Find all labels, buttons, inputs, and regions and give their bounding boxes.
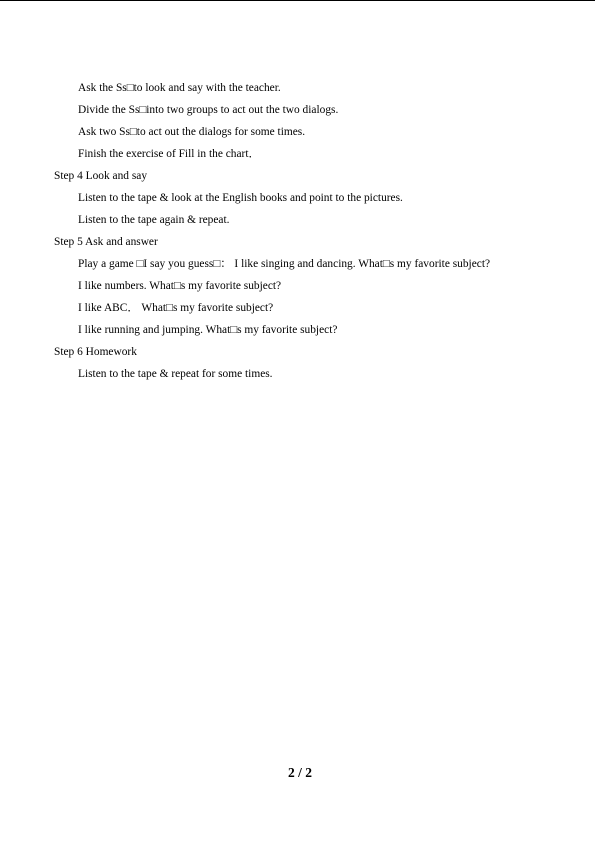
body-line: Divide the Ss□into two groups to act out the two dialogs. <box>78 104 339 116</box>
body-line: Finish the exercise of Fill in the chart． <box>78 148 260 160</box>
body-line: Ask two Ss□to act out the dialogs for some times. <box>78 126 306 138</box>
header-rule <box>0 0 595 1</box>
body-line: I like numbers. What□s my favorite subject? <box>78 280 282 292</box>
body-line: Listen to the tape & look at the English books and point to the pictures. <box>78 192 403 204</box>
body-line: Ask the Ss□to look and say with the teacher. <box>78 82 281 94</box>
body-line: Play a game □I say you guess□： I like singing and dancing. What□s my favorite subject? <box>78 258 491 270</box>
page-number: 2 / 2 <box>287 765 312 780</box>
body-line: Listen to the tape again & repeat. <box>78 214 230 226</box>
step-heading: Step 5 Ask and answer <box>54 236 158 248</box>
body-line: I like ABC． What□s my favorite subject? <box>78 302 274 314</box>
step-heading: Step 4 Look and say <box>54 170 148 182</box>
body-line: I like running and jumping. What□s my favorite subject? <box>78 324 338 336</box>
step-heading: Step 6 Homework <box>54 346 137 358</box>
body-line: Listen to the tape & repeat for some times. <box>78 368 273 380</box>
